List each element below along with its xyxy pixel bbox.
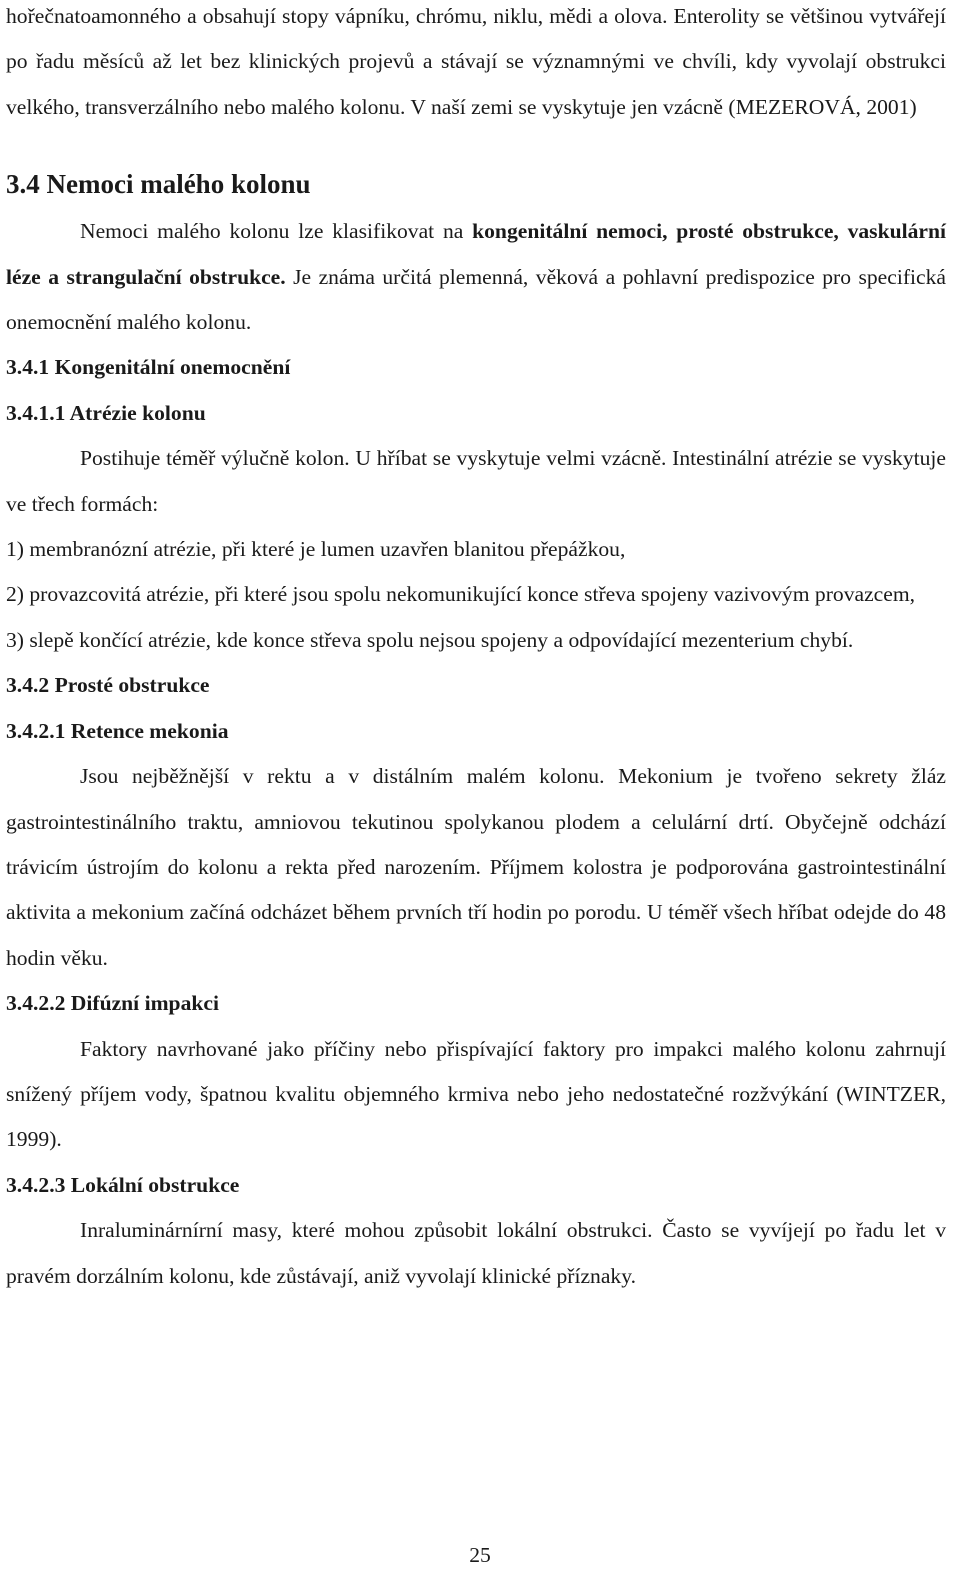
paragraph-3-4-2-3: Inraluminárnírní masy, které mohou způsobit lokální obstrukci. Často se vyvíjejí po řadu let v pravém dorzálním kolonu, kde zůstávají, aniž vyvolají klinické příznaky. [6, 1218, 946, 1288]
heading-3-4-1-1: 3.4.1.1 Atrézie kolonu [6, 400, 206, 425]
paragraph-3-4-2-2: Faktory navrhované jako příčiny nebo přispívající faktory pro impakci malého kolonu zahrnují snížený příjem vody, špatnou kvalitu objemného krmiva nebo jeho nedostatečné rozžvýkání (WINTZER, 1999). [6, 1036, 946, 1152]
list-item: 2) provazcovitá atrézie, při které jsou spolu nekomunikující konce střeva spojeny vazivovým provazcem, [6, 582, 916, 607]
paragraph-3-4-2-1: Jsou nejběžnější v rektu a v distálním malém kolonu. Mekonium je tvořeno sekrety žláz gastrointestinálního traktu, amniovou tekutinou spolykanou plodem a celulární drtí. Obyčejně odchází trávicím ústrojím do kolonu a rekta před narozením. Příjmem kolostra je podporována gastrointestinální aktivita a mekonium začíná odcházet během prvních tří hodin po porodu. U téměř všech hříbat odejde do 48 hodin věku. [6, 764, 946, 970]
heading-3-4-2-2: 3.4.2.2 Difúzní impakci [6, 991, 219, 1016]
heading-3-4-2: 3.4.2 Prosté obstrukce [6, 673, 210, 698]
heading-3-4-2-3: 3.4.2.3 Lokální obstrukce [6, 1172, 240, 1197]
list-item: 1) membranózní atrézie, při které je lumen uzavřen blanitou přepážkou, [6, 537, 626, 562]
paragraph-3-4-lead: Nemoci malého kolonu lze klasifikovat na [80, 219, 473, 244]
paragraph-3-4-bold: kongenitální nemoci, prosté obstrukce, vaskulární léze a strangulační obstrukce. [6, 219, 946, 289]
list-item: 3) slepě končící atrézie, kde konce střeva spolu nejsou spojeny a odpovídající mezenterium chybí. [6, 627, 854, 652]
paragraph-3-4 [6, 209, 946, 345]
intro-paragraph: hořečnatoamonného a obsahují stopy vápníku, chrómu, niklu, mědi a olova. Enterolity se většinou vytvářejí po řadu měsíců až let bez klinických projevů a stávají se významnými ve chvíli, kdy vyvolají obstrukci velkého, transverzálního nebo malého kolonu. V naší zemi se vyskytuje jen vzácně (MEZEROVÁ, 2001) [6, 4, 946, 119]
document-page [6, 0, 946, 1299]
heading-3-4-2-1: 3.4.2.1 Retence mekonia [6, 718, 229, 743]
heading-3-4: 3.4 Nemoci malého kolonu [6, 169, 311, 200]
heading-3-4-1: 3.4.1 Kongenitální onemocnění [6, 355, 291, 380]
paragraph-3-4-1-1: Postihuje téměř výlučně kolon. U hříbat se vyskytuje velmi vzácně. Intestinální atrézie se vyskytuje ve třech formách: [6, 446, 946, 516]
paragraph-3-4-tail: Je známa určitá plemenná, věková a pohlavní predispozice pro specifická onemocnění malého kolonu. [6, 264, 946, 335]
page-number: 25 [469, 1543, 491, 1567]
